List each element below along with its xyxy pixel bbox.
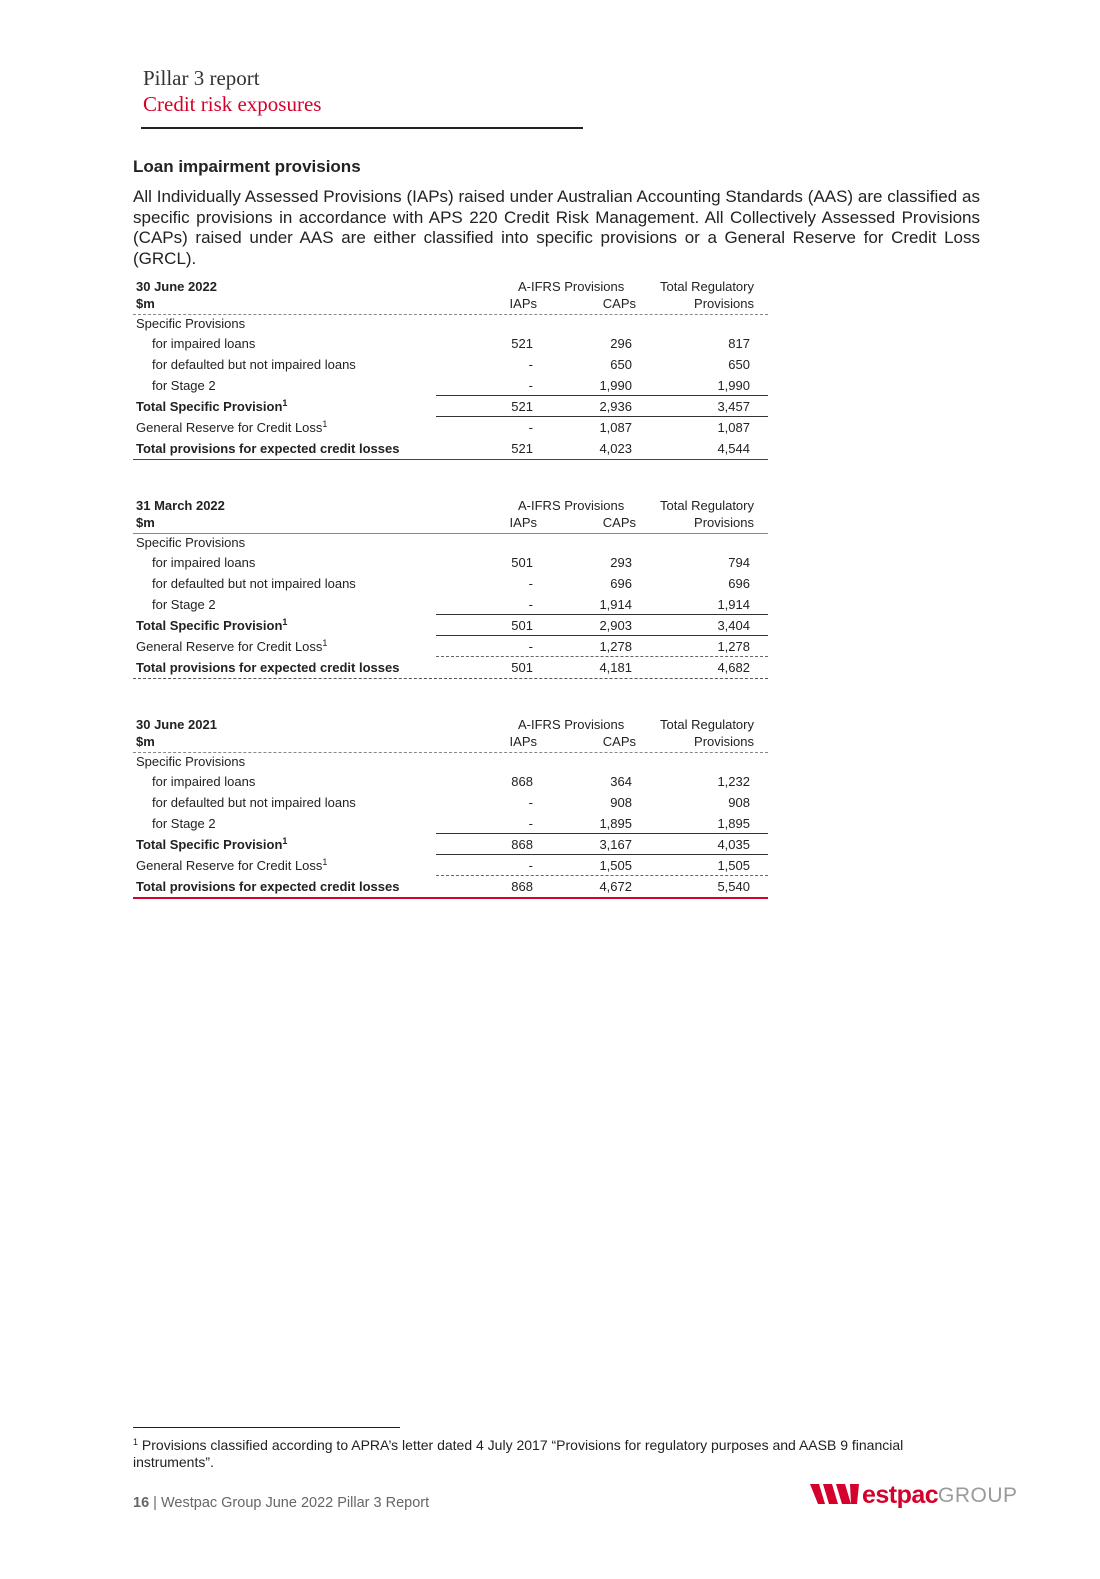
section-heading: Loan impairment provisions bbox=[133, 157, 361, 176]
table-row bbox=[133, 813, 768, 834]
caps-cell: 2,936 bbox=[599, 399, 632, 414]
total-cell: 3,457 bbox=[717, 399, 750, 414]
intro-paragraph: All Individually Assessed Provisions (IAPs) raised under Australian Accounting Standards (AAS) are classified as specific provisions in accordance with APS 220 Credit Risk Management. All Collectively Assessed Provisions (CAPs) raised under AAS are either classified into specific provisions or a General Reserve for Credit Loss (GRCL). bbox=[133, 187, 980, 268]
caps-cell: 2,903 bbox=[599, 618, 632, 633]
iaps-cell: 868 bbox=[511, 774, 533, 789]
row-label: Specific Provisions bbox=[136, 316, 246, 331]
row-label: for defaulted but not impaired loans bbox=[152, 795, 356, 810]
table-subheader-row bbox=[133, 733, 768, 753]
report-subtitle: Credit risk exposures bbox=[143, 92, 322, 116]
logo-group: GROUP bbox=[938, 1484, 1018, 1507]
westpac-group-logo bbox=[810, 1481, 1020, 1511]
logo-wordmark: estpac bbox=[862, 1481, 939, 1509]
row-label: for Stage 2 bbox=[152, 597, 216, 612]
caps-cell: 3,167 bbox=[599, 837, 632, 852]
row-label: for Stage 2 bbox=[152, 378, 216, 393]
iaps-cell: 521 bbox=[511, 336, 533, 351]
iaps-cell: - bbox=[528, 420, 533, 435]
caps-cell: 4,672 bbox=[599, 879, 632, 894]
total-ecl-row bbox=[133, 438, 768, 460]
footnote-marker: 1 bbox=[133, 1437, 139, 1447]
total-specific-row bbox=[133, 834, 768, 855]
caps-cell: 696 bbox=[610, 576, 632, 591]
page-footer bbox=[133, 1495, 429, 1511]
row-label: Total Specific Provision$^1$ bbox=[136, 617, 288, 633]
caps-cell: 364 bbox=[610, 774, 632, 789]
table-row bbox=[133, 594, 768, 615]
total-cell: 1,232 bbox=[717, 774, 750, 789]
table-header-row bbox=[133, 714, 768, 733]
footnote-text: Provisions classified according to APRA’s letter dated 4 July 2017 “Provisions for regulatory purposes and AASB 9 financial instruments”. bbox=[133, 1437, 904, 1470]
caps-cell: 4,023 bbox=[599, 441, 632, 456]
row-label: for defaulted but not impaired loans bbox=[152, 576, 356, 591]
provisions-header: Provisions bbox=[694, 734, 754, 749]
iaps-cell: - bbox=[528, 357, 533, 372]
total-cell: 1,278 bbox=[717, 639, 750, 654]
table-row bbox=[133, 375, 768, 396]
caps-header: CAPs bbox=[602, 734, 636, 749]
total-cell: 908 bbox=[728, 795, 750, 810]
footer-text: Westpac Group June 2022 Pillar 3 Report bbox=[160, 1495, 430, 1511]
row-label: General Reserve for Credit Loss$^1$ bbox=[136, 857, 328, 873]
caps-cell: 650 bbox=[610, 357, 632, 372]
table-row bbox=[133, 573, 768, 594]
iaps-cell: - bbox=[528, 378, 533, 393]
table-subheader-row bbox=[133, 514, 768, 534]
table-row bbox=[133, 552, 768, 573]
period-label: 30 June 2022 bbox=[136, 279, 217, 294]
row-label: Total provisions for expected credit losses bbox=[136, 879, 400, 894]
specific-provisions-row bbox=[133, 753, 768, 771]
total-cell: 696 bbox=[728, 576, 750, 591]
row-label: General Reserve for Credit Loss$^1$ bbox=[136, 419, 328, 435]
iaps-cell: - bbox=[528, 795, 533, 810]
row-label: Total Specific Provision$^1$ bbox=[136, 398, 288, 414]
iaps-header: IAPs bbox=[509, 515, 537, 530]
total-reg-header: Total Regulatory bbox=[660, 498, 754, 513]
provisions-table-mar-2022 bbox=[133, 495, 768, 679]
provisions-table-jun-2022 bbox=[133, 276, 768, 460]
table-row bbox=[133, 792, 768, 813]
table-header-row bbox=[133, 276, 768, 295]
row-label: for impaired loans bbox=[152, 555, 256, 570]
total-cell: 1,505 bbox=[717, 858, 750, 873]
caps-cell: 1,505 bbox=[599, 858, 632, 873]
total-cell: 5,540 bbox=[717, 879, 750, 894]
row-label: Total Specific Provision$^1$ bbox=[136, 836, 288, 852]
grcl-row bbox=[133, 855, 768, 876]
unit-label: $m bbox=[136, 734, 155, 749]
total-cell: 1,914 bbox=[717, 597, 750, 612]
caps-cell: 1,087 bbox=[599, 420, 632, 435]
total-cell: 1,087 bbox=[717, 420, 750, 435]
grcl-row bbox=[133, 417, 768, 438]
footer-separator: | bbox=[153, 1495, 157, 1511]
row-label: for impaired loans bbox=[152, 336, 256, 351]
caps-cell: 296 bbox=[610, 336, 632, 351]
total-specific-row bbox=[133, 396, 768, 417]
caps-header: CAPs bbox=[602, 515, 636, 530]
iaps-cell: 501 bbox=[511, 555, 533, 570]
row-label: Total provisions for expected credit losses bbox=[136, 441, 400, 456]
total-ecl-row bbox=[133, 657, 768, 679]
report-title: Pillar 3 report bbox=[143, 66, 260, 90]
iaps-cell: 501 bbox=[511, 618, 533, 633]
caps-cell: 1,990 bbox=[599, 378, 632, 393]
period-label: 31 March 2022 bbox=[136, 498, 225, 513]
header-divider bbox=[141, 127, 583, 129]
caps-header: CAPs bbox=[602, 296, 636, 311]
table-header-row bbox=[133, 495, 768, 514]
specific-provisions-row bbox=[133, 315, 768, 333]
total-cell: 794 bbox=[728, 555, 750, 570]
row-label: General Reserve for Credit Loss$^1$ bbox=[136, 638, 328, 654]
unit-label: $m bbox=[136, 296, 155, 311]
iaps-cell: - bbox=[528, 816, 533, 831]
period-label: 30 June 2021 bbox=[136, 717, 217, 732]
afirs-header: A-IFRS Provisions bbox=[518, 717, 625, 732]
unit-label: $m bbox=[136, 515, 155, 530]
total-reg-header: Total Regulatory bbox=[660, 279, 754, 294]
provisions-table-jun-2021 bbox=[133, 714, 768, 899]
iaps-header: IAPs bbox=[509, 734, 537, 749]
iaps-cell: 521 bbox=[511, 441, 533, 456]
iaps-cell: - bbox=[528, 639, 533, 654]
caps-cell: 908 bbox=[610, 795, 632, 810]
iaps-cell: - bbox=[528, 576, 533, 591]
total-ecl-row bbox=[133, 876, 768, 899]
afirs-header: A-IFRS Provisions bbox=[518, 498, 625, 513]
iaps-cell: - bbox=[528, 858, 533, 873]
total-cell: 1,990 bbox=[717, 378, 750, 393]
row-label: Specific Provisions bbox=[136, 535, 246, 550]
total-cell: 4,682 bbox=[717, 660, 750, 675]
table-row bbox=[133, 354, 768, 375]
row-label: for defaulted but not impaired loans bbox=[152, 357, 356, 372]
iaps-cell: 501 bbox=[511, 660, 533, 675]
iaps-cell: 521 bbox=[511, 399, 533, 414]
footnote bbox=[133, 1437, 973, 1471]
footnote-divider bbox=[133, 1427, 400, 1428]
caps-cell: 1,914 bbox=[599, 597, 632, 612]
iaps-cell: 868 bbox=[511, 879, 533, 894]
table-subheader-row bbox=[133, 295, 768, 315]
caps-cell: 293 bbox=[610, 555, 632, 570]
provisions-header: Provisions bbox=[694, 515, 754, 530]
total-specific-row bbox=[133, 615, 768, 636]
total-cell: 4,035 bbox=[717, 837, 750, 852]
total-cell: 650 bbox=[728, 357, 750, 372]
iaps-cell: - bbox=[528, 597, 533, 612]
caps-cell: 1,895 bbox=[599, 816, 632, 831]
afirs-header: A-IFRS Provisions bbox=[518, 279, 625, 294]
total-reg-header: Total Regulatory bbox=[660, 717, 754, 732]
total-cell: 817 bbox=[728, 336, 750, 351]
total-cell: 1,895 bbox=[717, 816, 750, 831]
table-row bbox=[133, 333, 768, 354]
specific-provisions-row bbox=[133, 534, 768, 552]
row-label: for impaired loans bbox=[152, 774, 256, 789]
westpac-w-icon bbox=[810, 1481, 862, 1507]
caps-cell: 4,181 bbox=[599, 660, 632, 675]
total-cell: 3,404 bbox=[717, 618, 750, 633]
row-label: Specific Provisions bbox=[136, 754, 246, 769]
iaps-header: IAPs bbox=[509, 296, 537, 311]
row-label: for Stage 2 bbox=[152, 816, 216, 831]
caps-cell: 1,278 bbox=[599, 639, 632, 654]
page-number: 16 bbox=[133, 1495, 150, 1511]
provisions-header: Provisions bbox=[694, 296, 754, 311]
table-row bbox=[133, 771, 768, 792]
grcl-row bbox=[133, 636, 768, 657]
iaps-cell: 868 bbox=[511, 837, 533, 852]
total-cell: 4,544 bbox=[717, 441, 750, 456]
row-label: Total provisions for expected credit losses bbox=[136, 660, 400, 675]
